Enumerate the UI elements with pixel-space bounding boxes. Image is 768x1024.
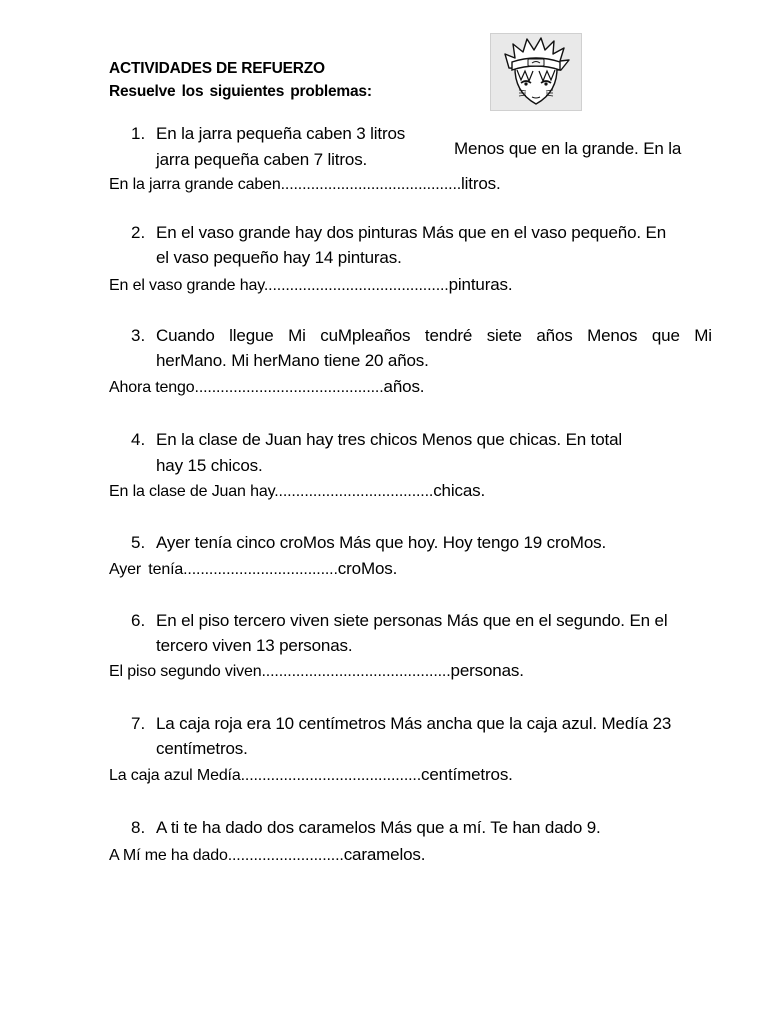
- problem-text: centímetros.: [156, 739, 248, 758]
- answer-line: [109, 765, 513, 785]
- problem-text: jarra pequeña caben 7 litros.: [156, 150, 368, 169]
- answer-prompt: A Mí me ha dado...........................: [109, 847, 344, 864]
- answer-line: [109, 661, 524, 681]
- problem-text: Menos que en la grande. En la: [454, 139, 682, 158]
- word: cuMpleaños: [320, 326, 411, 345]
- word: siete: [486, 326, 522, 345]
- word: tendré: [424, 326, 473, 345]
- answer-line: [109, 481, 485, 501]
- answer-unit: años.: [383, 377, 425, 396]
- problem-text: Ayer tenía cinco croMos Más que hoy. Hoy tengo 19 croMos.: [156, 533, 607, 552]
- answer-line: [109, 174, 501, 194]
- problem-text: tercero viven 13 personas.: [156, 636, 353, 655]
- word: años: [536, 326, 573, 345]
- answer-unit: pinturas.: [448, 275, 513, 294]
- answer-unit: chicas.: [433, 481, 486, 500]
- problem-text: hay 15 chicos.: [156, 456, 263, 475]
- word: Cuando: [156, 326, 215, 345]
- problem-text: En la clase de Juan hay tres chicos Menos que chicas. En total: [156, 430, 623, 449]
- answer-line: [109, 559, 397, 579]
- problem-number: 1.: [131, 124, 146, 143]
- answer-unit: centímetros.: [421, 765, 513, 784]
- problem-text-justified: [156, 326, 712, 346]
- word: llegue: [229, 326, 274, 345]
- problem-number: 8.: [131, 818, 146, 837]
- answer-unit: litros.: [461, 174, 501, 193]
- answer-prompt: El piso segundo viven............................................: [109, 663, 451, 680]
- problem-number: 4.: [131, 430, 146, 449]
- problem-text: herMano. Mi herMano tiene 20 años.: [156, 351, 429, 370]
- problem-text: En el piso tercero viven siete personas Más que en el segundo. En el: [156, 611, 668, 630]
- problem-text: A ti te ha dado dos caramelos Más que a mí. Te han dado 9.: [156, 818, 601, 837]
- answer-unit: personas.: [450, 661, 524, 680]
- manga-character-headband-icon: [490, 33, 582, 111]
- problem-number: 5.: [131, 533, 146, 552]
- answer-prompt: Ahora tengo............................................: [109, 379, 384, 396]
- word: Mi: [288, 326, 306, 345]
- answer-unit: caramelos.: [343, 845, 426, 864]
- answer-prompt: En la jarra grande caben..........................................: [109, 176, 462, 193]
- word: Menos: [587, 326, 638, 345]
- problem-number: 2.: [131, 223, 146, 242]
- answer-unit: croMos.: [337, 559, 398, 578]
- problem-text: En la jarra pequeña caben 3 litros: [156, 124, 406, 143]
- problem-number: 3.: [131, 326, 146, 345]
- answer-line: [109, 845, 425, 865]
- problem-number: 7.: [131, 714, 146, 733]
- word: Mi: [694, 326, 712, 345]
- answer-prompt: Ayer tenía....................................: [109, 561, 338, 578]
- answer-prompt: La caja azul Medía..........................................: [109, 767, 422, 784]
- worksheet-instructions: Resuelve los siguientes problemas:: [109, 83, 372, 100]
- problem-text: el vaso pequeño hay 14 pinturas.: [156, 248, 402, 267]
- problem-number: 6.: [131, 611, 146, 630]
- answer-line: [109, 377, 424, 397]
- word: que: [651, 326, 680, 345]
- problem-text: La caja roja era 10 centímetros Más ancha que la caja azul. Medía 23: [156, 714, 672, 733]
- problem-text: En el vaso grande hay dos pinturas Más que en el vaso pequeño. En: [156, 223, 667, 242]
- answer-prompt: En la clase de Juan hay.....................................: [109, 483, 434, 500]
- worksheet-title: ACTIVIDADES DE REFUERZO: [109, 60, 325, 77]
- answer-prompt: En el vaso grande hay...........................................: [109, 277, 449, 294]
- answer-line: [109, 275, 512, 295]
